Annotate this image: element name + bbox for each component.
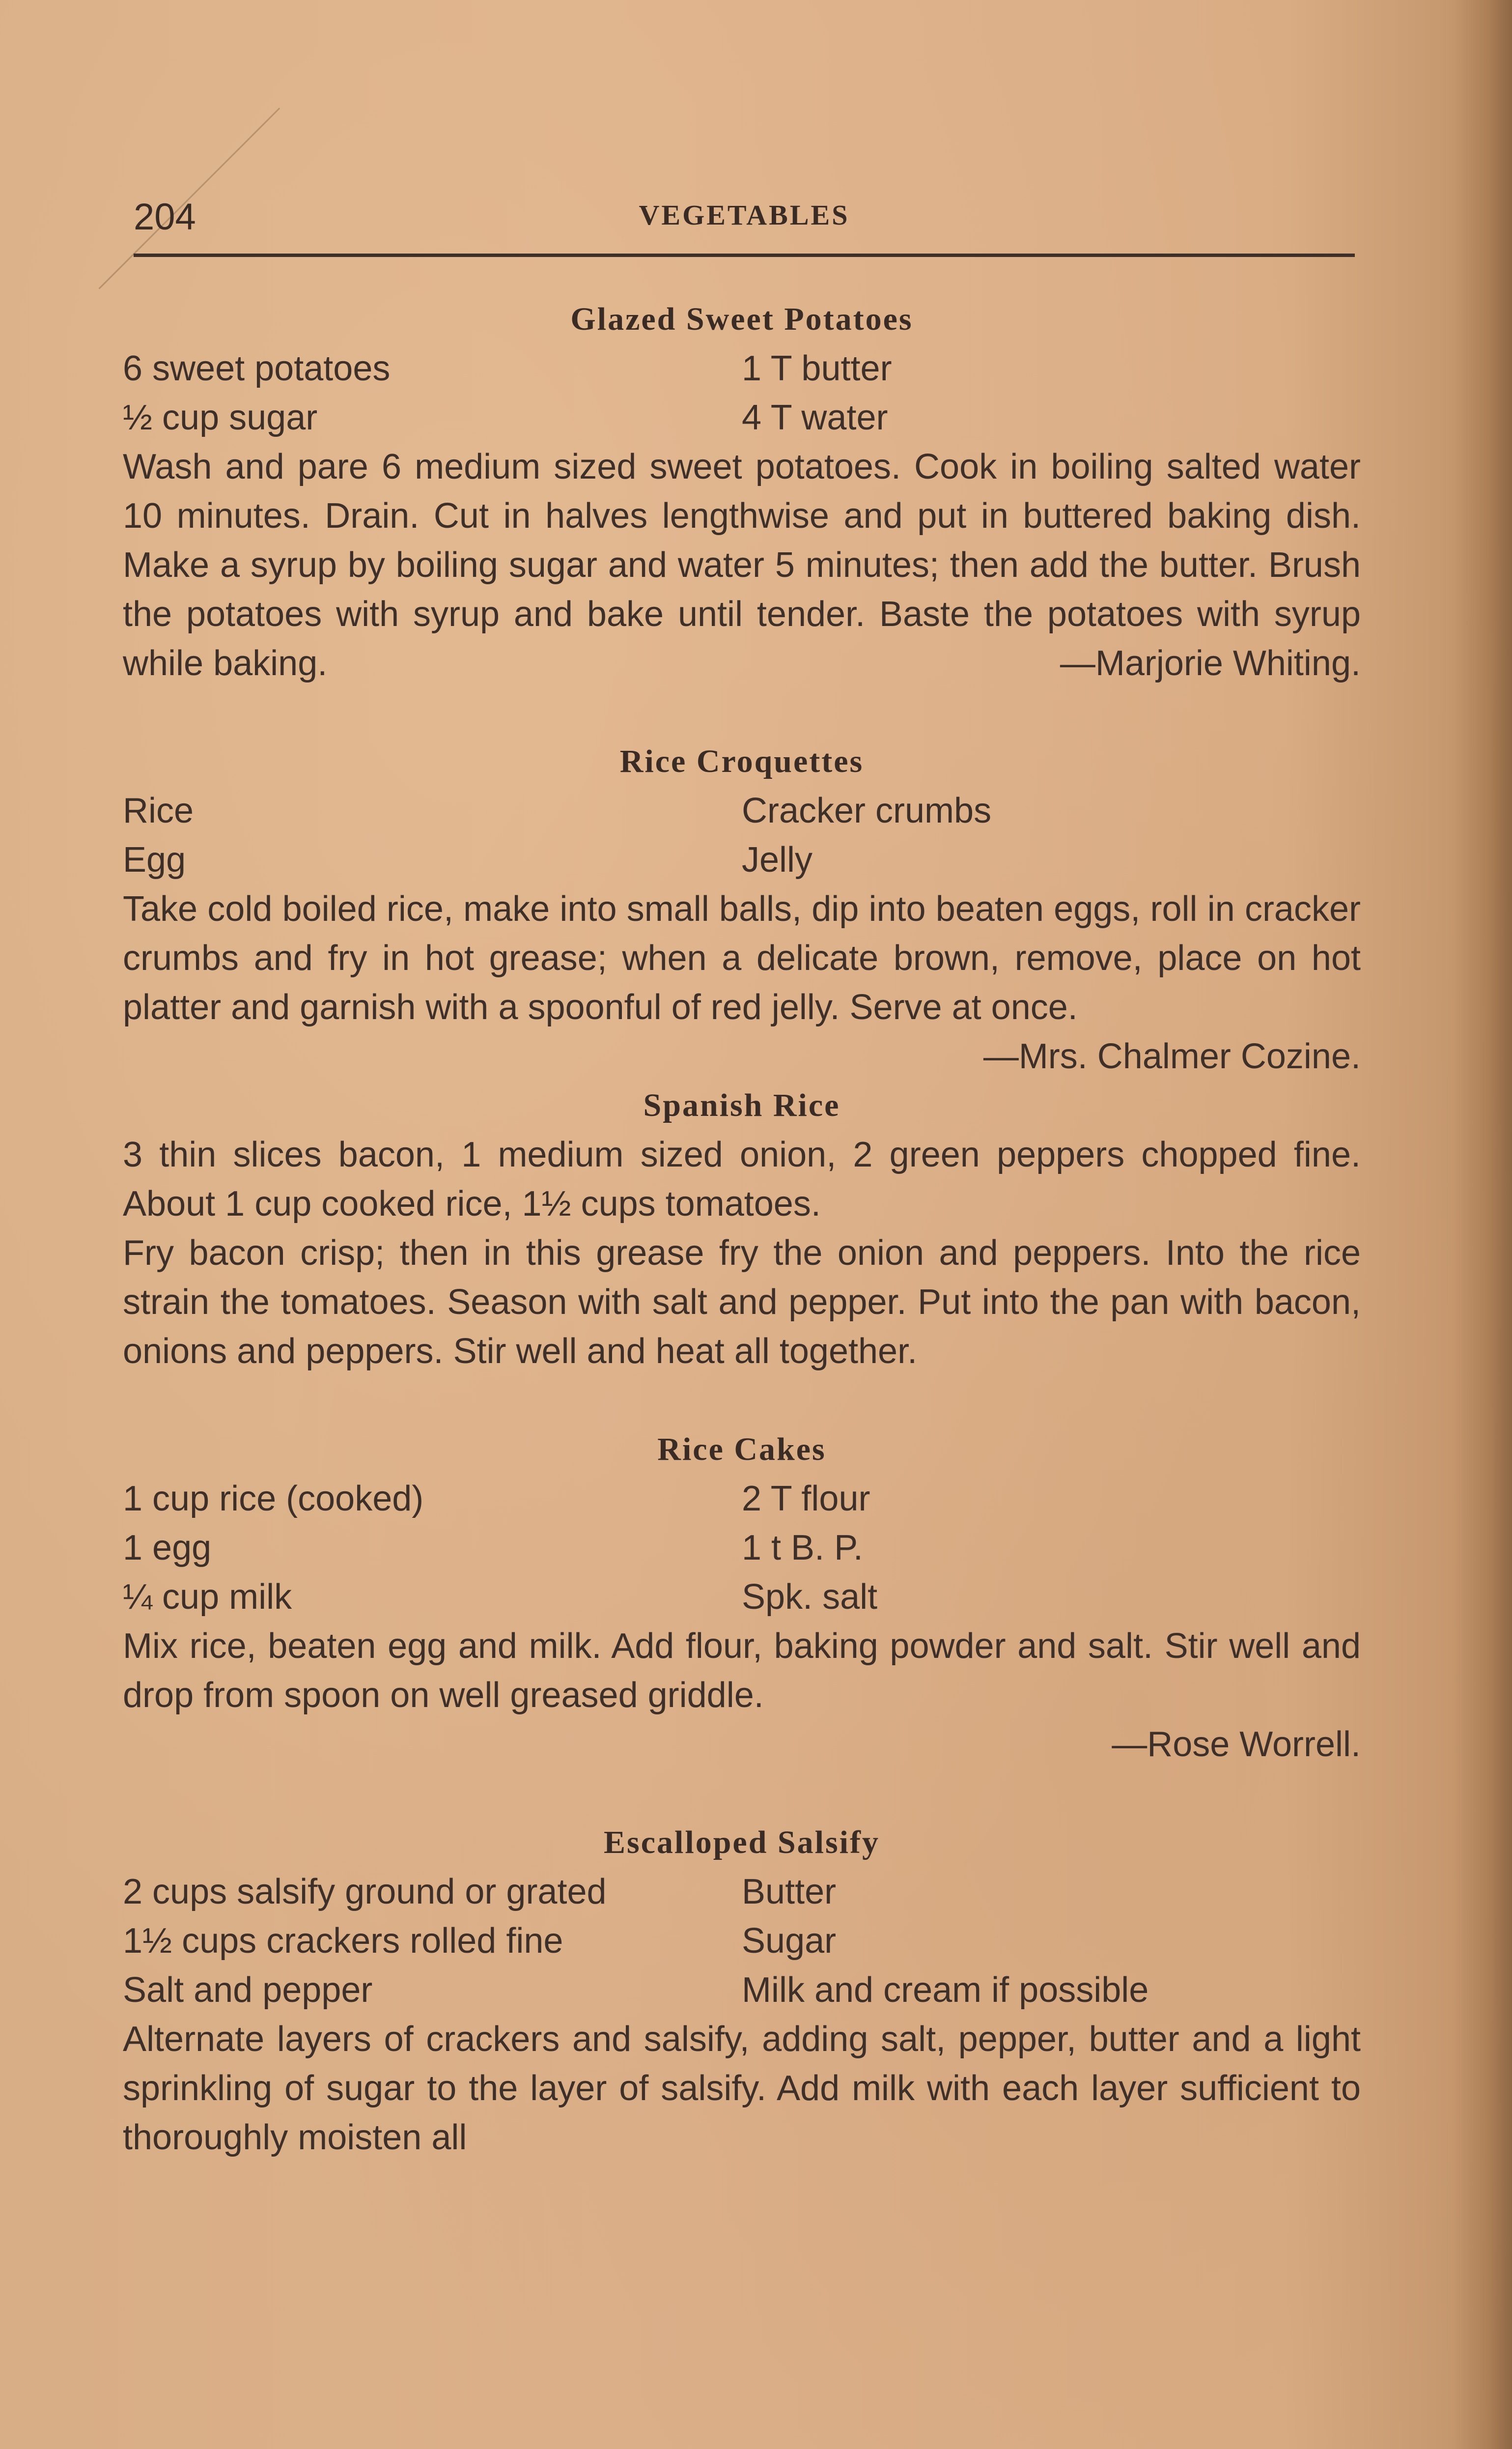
ingredient: 1 cup rice (cooked) (123, 1479, 424, 1518)
ingredient: 1 t B. P. (742, 1528, 863, 1567)
ingredient: 1 T butter (742, 349, 892, 388)
recipe-ingredients-text: 3 thin slices bacon, 1 medium sized onion, 2 green peppers chopped fine. About 1 cup cooked rice, 1½ cups tomatoes. (123, 1135, 1361, 1224)
recipe-escalloped-salsify (123, 1818, 1361, 2162)
recipe-directions-text: Wash and pare 6 medium sized sweet potatoes. Cook in boiling salted water 10 minutes. Drain. Cut in halves lengthwise and put in buttered baking dish. Make a syrup by boiling sugar and water 5 minutes; then add the butter. Brush the potatoes with syrup and bake until tender. Baste the potatoes with syrup while baking. (123, 447, 1361, 683)
spacer (123, 1769, 1361, 1818)
ingredient: ½ cup sugar (123, 398, 318, 437)
header-rule (134, 254, 1355, 257)
recipe-author: —Rose Worrell. (1112, 1725, 1361, 1764)
ingredient-list (123, 786, 1361, 884)
ingredient: Jelly (742, 840, 813, 880)
ingredient: Rice (123, 791, 194, 830)
recipe-directions (123, 442, 1361, 688)
page-number: 204 (134, 196, 196, 238)
ingredient-list (123, 1474, 1361, 1622)
recipe-directions-text: Take cold boiled rice, make into small balls, dip into beaten eggs, roll in cracker crumbs and fry in hot grease; when a delicate brown, remove, place on hot platter and garnish with a spoonful of red jelly. Serve at once. (123, 889, 1361, 1027)
ingredient: Sugar (742, 1921, 837, 1961)
ingredient: Spk. salt (742, 1577, 878, 1617)
recipe-directions: Alternate layers of crackers and salsify, adding salt, pepper, butter and a light sprinkling of sugar to the layer of salsify. Add milk with each layer sufficient to thoroughly moisten all (123, 2020, 1361, 2157)
ingredient: ¼ cup milk (123, 1577, 292, 1617)
recipe-directions: Fry bacon crisp; then in this grease fry the onion and peppers. Into the rice strain the tomatoes. Season with salt and pepper. Put into the pan with bacon, onions and peppers. Stir well and heat all together. (123, 1233, 1361, 1371)
recipe-title: Escalloped Salsify (604, 1824, 880, 1860)
recipe-spanish-rice (123, 1081, 1361, 1376)
recipe-rice-croquettes (123, 737, 1361, 1076)
section-title: VEGETABLES (639, 199, 850, 231)
ingredient: Butter (742, 1872, 837, 1911)
ingredient: 1 egg (123, 1528, 212, 1567)
ingredient: 2 cups salsify ground or grated (123, 1872, 607, 1911)
ingredient-list (123, 1867, 1361, 2015)
recipe-directions (123, 884, 1361, 1076)
spacer (123, 688, 1361, 737)
page-content (123, 295, 1361, 2162)
recipe-title: Glazed Sweet Potatoes (570, 301, 913, 337)
ingredient: Salt and pepper (123, 1970, 373, 2010)
ingredient: Milk and cream if possible (742, 1970, 1149, 2010)
page-edge-shadow (1453, 0, 1512, 2449)
recipe-rice-cakes (123, 1425, 1361, 1769)
recipe-title: Rice Cakes (657, 1431, 826, 1467)
ingredient: 4 T water (742, 398, 888, 437)
ingredient: 1½ cups crackers rolled fine (123, 1921, 563, 1961)
ingredient: Cracker crumbs (742, 791, 992, 830)
recipe-directions: Mix rice, beaten egg and milk. Add flour, baking powder and salt. Stir well and drop from spoon on well greased griddle. (123, 1626, 1361, 1715)
recipe-title: Rice Croquettes (619, 743, 864, 779)
page-header (134, 186, 1355, 264)
spacer (123, 1376, 1361, 1425)
ingredient: Egg (123, 840, 186, 880)
ingredient: 6 sweet potatoes (123, 349, 391, 388)
ingredient-list (123, 344, 1361, 442)
ingredient: 2 T flour (742, 1479, 870, 1518)
recipe-author: —Marjorie Whiting. (1060, 644, 1361, 683)
recipe-author: —Mrs. Chalmer Cozine. (983, 1037, 1361, 1076)
recipe-glazed-sweet-potatoes (123, 295, 1361, 688)
recipe-title: Spanish Rice (643, 1087, 840, 1123)
